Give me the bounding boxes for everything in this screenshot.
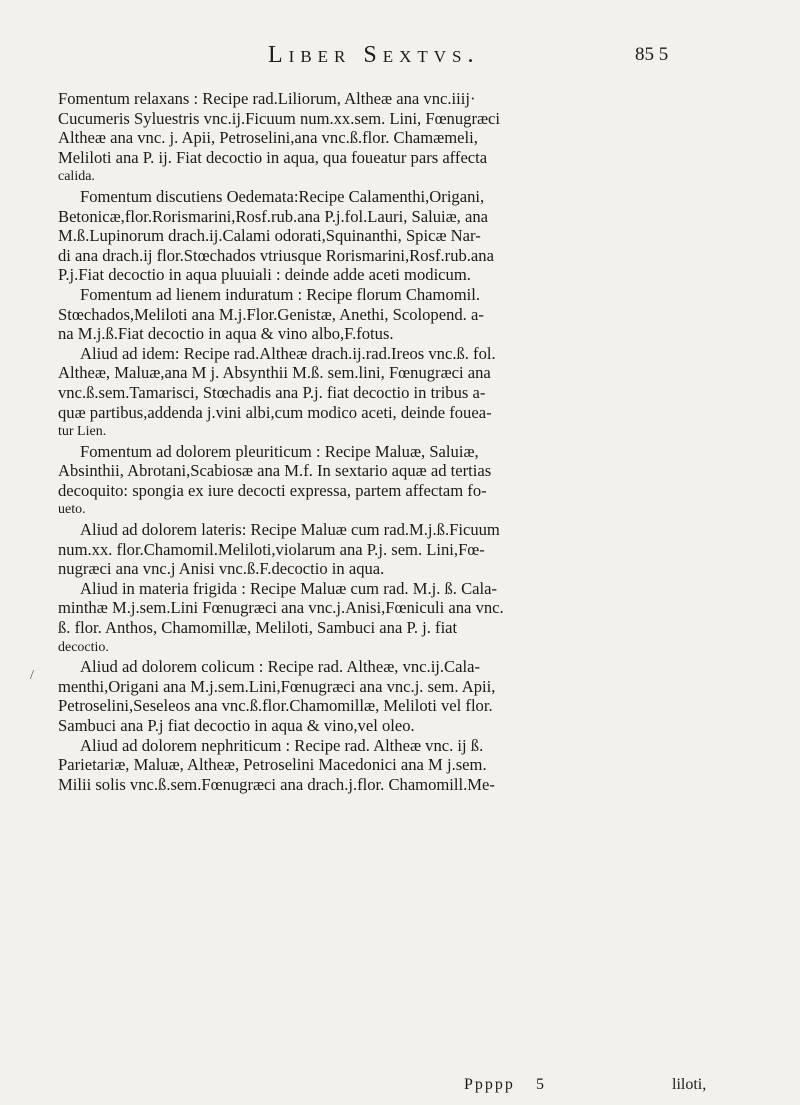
running-head: Liber Sextvs. (268, 42, 480, 68)
text-line: ß. flor. Anthos, Chamomillæ, Meliloti, Sambuci ana P. j. fiat (58, 618, 458, 638)
text-line: menthi,Origani ana M.j.sem.Lini,Fœnugræci ana vnc.j. sem. Apii, (58, 676, 496, 696)
text-line: Fomentum relaxans : Recipe rad.Liliorum, Altheæ ana vnc.iiij· (58, 89, 476, 108)
signature-mark: Ppppp (464, 1076, 515, 1093)
text-line: Petroselini,Seseleos ana vnc.ß.flor.Chamomillæ, Meliloti vel flor. (58, 696, 493, 716)
text-line: Sambuci ana P.j fiat decoctio in aqua & vino,vel oleo. (58, 716, 415, 735)
text-line: nugræci ana vnc.j Anisi vnc.ß.F.decoctio in aqua. (58, 559, 385, 579)
text-line: Cucumeris Syluestris vnc.ij.Ficuum num.xx.sem. Lini, Fœnugræci (58, 108, 501, 128)
body-text (58, 89, 724, 794)
text-line: Aliud ad dolorem colicum : Recipe rad. Altheæ, vnc.ij.Cala- (80, 657, 480, 677)
catchword: liloti, (672, 1076, 707, 1093)
text-line: quæ partibus,addenda j.vini albi,cum modico aceti, deinde fouea- (58, 402, 492, 422)
text-line: Meliloti ana P. ij. Fiat decoctio in aqua, qua foueatur pars affecta (58, 147, 488, 167)
text-line: tur Lien. (58, 424, 107, 440)
text-line: Altheæ, Maluæ,ana M j. Absynthii M.ß. sem.lini, Fœnugræci ana (58, 363, 491, 383)
text-line: Aliud in materia frigida : Recipe Maluæ cum rad. M.j. ß. Cala- (80, 578, 498, 598)
text-line: minthæ M.j.sem.Lini Fœnugræci ana vnc.j.Anisi,Fœniculi ana vnc. (58, 598, 504, 618)
text-line: Altheæ ana vnc. j. Apii, Petroselini,ana vnc.ß.flor. Chamæmeli, (58, 128, 478, 148)
text-line: Parietariæ, Maluæ, Altheæ, Petroselini Macedonici ana M j.sem. (58, 755, 487, 775)
margin-mark: / (30, 668, 34, 683)
text-line: Aliud ad dolorem lateris: Recipe Maluæ cum rad.M.j.ß.Ficuum (80, 520, 500, 540)
text-line: num.xx. flor.Chamomil.Meliloti,violarum ana P.j. sem. Lini,Fœ- (58, 539, 485, 559)
text-line: Stœchados,Meliloti ana M.j.Flor.Genistæ, Anethi, Scolopend. a- (58, 304, 484, 324)
page-number: 85 5 (635, 44, 669, 65)
text-line: Fomentum discutiens Oedemata:Recipe Calamenthi,Origani, (80, 186, 485, 206)
text-line: Absinthii, Abrotani,Scabiosæ ana M.f. In sextario aquæ ad tertias (58, 461, 492, 481)
text-line: vnc.ß.sem.Tamarisci, Stœchadis ana P.j. fiat decoctio in tribus a- (58, 382, 486, 402)
text-line: Fomentum ad dolorem pleuriticum : Recipe Maluæ, Saluiæ, (80, 441, 479, 461)
text-line: decoctio. (58, 639, 109, 655)
text-line: Aliud ad idem: Recipe rad.Altheæ drach.ij.rad.Ireos vnc.ß. fol. (80, 343, 496, 363)
text-line: P.j.Fiat decoctio in aqua pluuiali : deinde adde aceti modicum. (58, 265, 471, 285)
text-line: Fomentum ad lienem induratum : Recipe florum Chamomil. (80, 284, 481, 304)
text-line: Aliud ad dolorem nephriticum : Recipe rad. Altheæ vnc. ij ß. (80, 735, 484, 755)
text-line: calida. (58, 169, 95, 185)
text-line: decoquito: spongia ex iure decocti expressa, partem affectam fo- (58, 480, 487, 500)
text-line: Milii solis vnc.ß.sem.Fœnugræci ana drach.j.flor. Chamomill.Me- (58, 774, 495, 794)
text-line: na M.j.ß.Fiat decoctio in aqua & vino albo,F.fotus. (58, 324, 394, 344)
text-line: di ana drach.ij flor.Stœchados vtriusque Rorismarini,Rosf.rub.ana (58, 245, 494, 265)
text-line: ueto. (58, 502, 86, 518)
page-header (0, 42, 800, 82)
page-footer (0, 1076, 800, 1098)
text-line: Betonicæ,flor.Rorismarini,Rosf.rub.ana P.j.fol.Lauri, Saluiæ, ana (58, 206, 488, 226)
signature-number: 5 (536, 1076, 544, 1093)
text-line: M.ß.Lupinorum drach.ij.Calami odorati,Squinanthi, Spicæ Nar- (58, 226, 481, 246)
